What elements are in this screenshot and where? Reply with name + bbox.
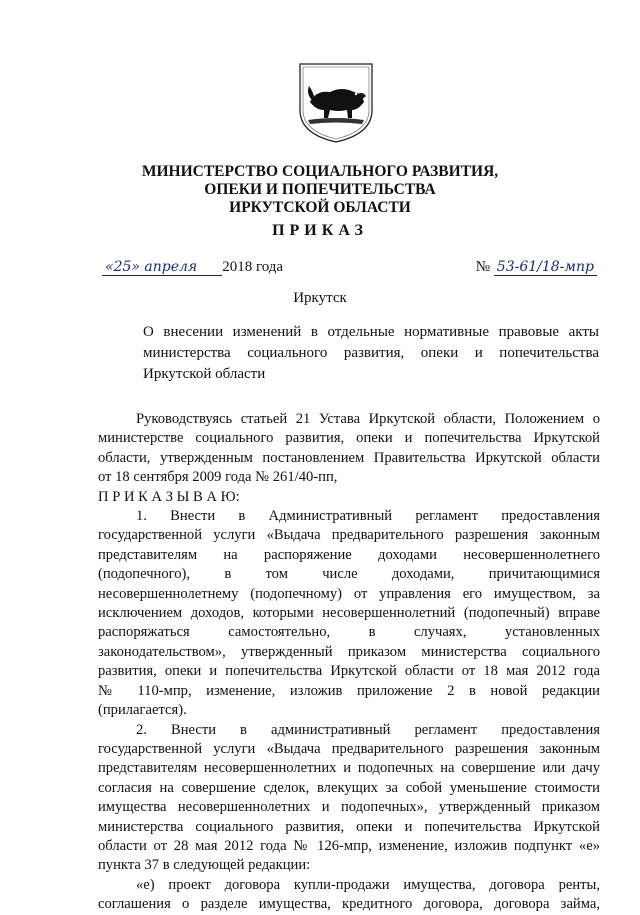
subject-line-2: министерства социального развития, опеки и попечительства [143, 345, 599, 361]
text-line: № 110-мпр, изменение, изложив приложение 2 в новой редакции [98, 682, 600, 699]
date-underline [200, 259, 222, 276]
document-subject [143, 322, 599, 385]
text-line: имущества несовершеннолетних и подопечных», утвержденный приказом [98, 799, 600, 816]
text-line: представителям несовершеннолетних и подопечных на совершение или дачу [98, 760, 600, 777]
item-2-paragraph [98, 721, 600, 876]
document-type: ПРИКАЗ [272, 222, 368, 239]
ministry-line-1: МИНИСТЕРСТВО СОЦИАЛЬНОГО РАЗВИТИЯ, [141, 163, 499, 180]
preamble-paragraph [98, 410, 600, 488]
text-line: соглашения о разделе имущества, кредитного договора, договора займа, [98, 896, 600, 913]
irkutsk-coat-of-arms-icon [296, 60, 376, 145]
text-line: представителям на распоряжение доходами несовершеннолетнего [98, 546, 600, 563]
text-line: области, утвержденным постановлением Правительства Иркутской области [98, 449, 600, 466]
date-number-line [102, 259, 597, 283]
item-1-paragraph [98, 507, 600, 720]
text-line: «е) проект договора купли-продажи имущества, договора ренты, [136, 876, 600, 893]
text-line: министерства социального развития, опеки и попечительства Иркутской [98, 818, 600, 835]
text-line: П Р И К А З Ы В А Ю: [98, 488, 240, 505]
text-line: пункта 37 в следующей редакции: [98, 857, 311, 874]
subject-line-3: Иркутской области [143, 366, 266, 382]
number-prefix: № [475, 259, 491, 275]
text-line: государственной услуги «Выдача предварительного разрешения законным [98, 740, 600, 757]
order-word [98, 488, 600, 507]
text-line: Руководствуясь статьей 21 Устава Иркутской области, Положением о [136, 411, 600, 427]
text-line: согласия на совершение сделок, влекущих за собой уменьшение стоимости [98, 779, 600, 796]
subitem-e-paragraph [98, 876, 600, 915]
text-line: (подопечного), в том числе доходами, причитающимися [98, 566, 600, 583]
text-line: (прилагается). [98, 702, 187, 719]
document-body [98, 410, 600, 915]
ministry-line-2: ОПЕКИ И ПОПЕЧИТЕЛЬСТВА [204, 181, 436, 198]
text-line: от 18 сентября 2009 года № 261/40-пп, [98, 469, 338, 486]
city: Иркутск [293, 290, 347, 306]
document-date [102, 259, 283, 276]
ministry-name [0, 163, 640, 217]
text-line: 1. Внести в Административный регламент предоставления [136, 508, 600, 525]
handwritten-number: 53-61/18-мпр [494, 259, 597, 276]
subject-line-1: О внесении изменений в отдельные нормативные правовые акты [143, 324, 599, 340]
text-line: государственной услуги «Выдача предварительного разрешения законным [98, 527, 600, 544]
ministry-line-3: ИРКУТСКОЙ ОБЛАСТИ [229, 199, 411, 216]
date-year: 2018 года [222, 259, 284, 275]
text-line: законодательством», утвержденный приказом министерства социального [98, 643, 600, 660]
text-line: 2. Внести в административный регламент предоставления [136, 721, 600, 738]
text-line: исключением доходов, которыми несовершеннолетний (подопечный) вправе [98, 605, 600, 622]
text-line: несовершеннолетнему (подопечному) от управления его имуществом, за [98, 585, 600, 602]
handwritten-date: «25» апреля [102, 259, 200, 276]
text-line: министерстве социального развития, опеки и попечительства Иркутской [98, 430, 600, 447]
document-number [476, 259, 597, 276]
text-line: распоряжаться самостоятельно, в случаях, установленных [98, 624, 600, 641]
text-line: области от 28 мая 2012 года № 126-мпр, изменение, изложив подпункт «е» [98, 837, 600, 854]
text-line: развития, опеки и попечительства Иркутской области от 18 мая 2012 года [98, 663, 600, 680]
